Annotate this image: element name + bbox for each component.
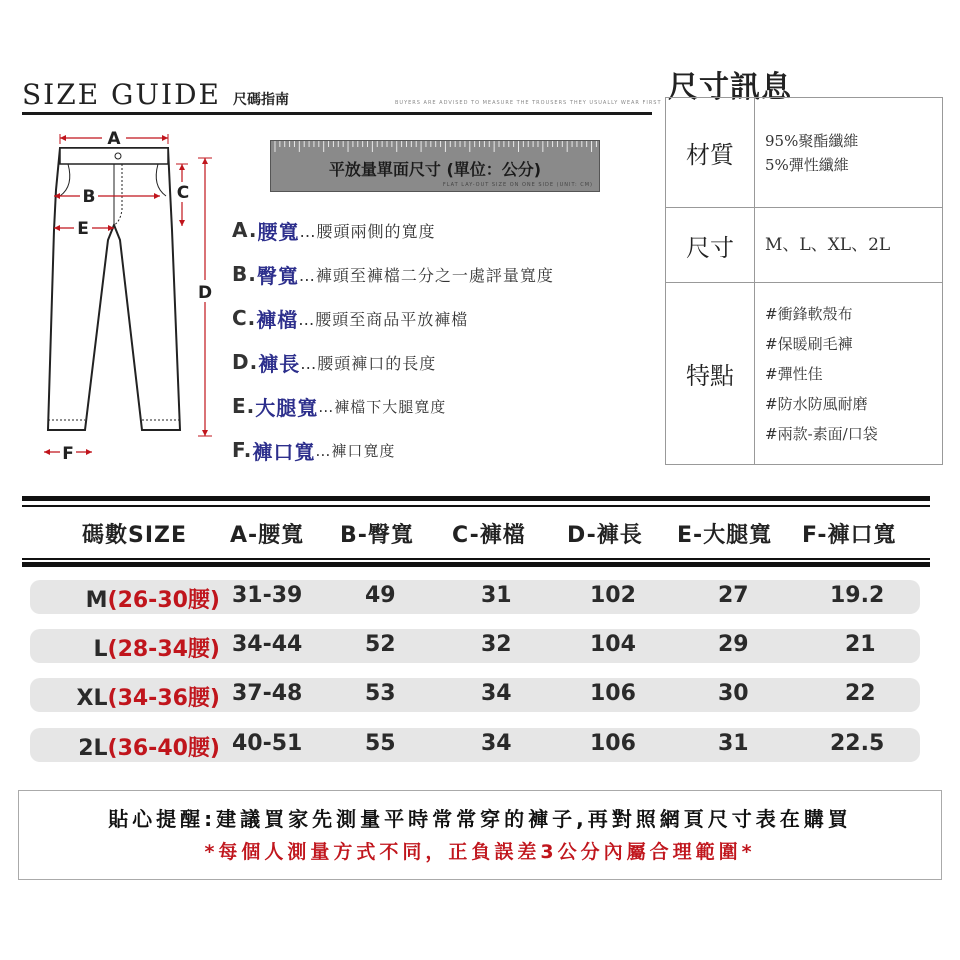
size-code: 2L bbox=[78, 736, 108, 761]
definition-name: 褲檔 bbox=[256, 307, 299, 332]
header-rule bbox=[22, 112, 652, 115]
table-top-rule-thin bbox=[22, 505, 930, 507]
ruler-title: 平放量單面尺寸 (單位：公分) bbox=[328, 160, 542, 179]
size-cell bbox=[30, 731, 220, 762]
definition-desc: …褲頭至褲檔二分之一處評量寬度 bbox=[298, 265, 554, 285]
definition-name: 褲口寬 bbox=[252, 439, 316, 464]
page-subtitle: 尺碼指南 bbox=[232, 92, 289, 108]
header-b: B-臀寬 bbox=[340, 523, 414, 548]
feature-line: #防水防風耐磨 bbox=[765, 394, 868, 413]
header-size: 碼數SIZE bbox=[82, 523, 188, 548]
cell-d: 106 bbox=[590, 681, 636, 706]
reminder-box bbox=[18, 790, 942, 880]
definition-letter: A. bbox=[232, 218, 258, 242]
definition-a bbox=[232, 208, 554, 252]
cell-f: 19.2 bbox=[830, 583, 885, 608]
size-code: L bbox=[93, 637, 108, 662]
definition-letter: E. bbox=[232, 394, 256, 418]
definition-name: 臀寬 bbox=[256, 263, 299, 288]
table-row bbox=[30, 728, 920, 762]
table-row bbox=[30, 629, 920, 663]
definition-letter: C. bbox=[232, 306, 257, 330]
definition-desc: …褲口寬度 bbox=[315, 441, 396, 460]
waist-range: (26-30腰) bbox=[107, 588, 220, 613]
label-e: E bbox=[77, 219, 89, 239]
definition-letter: B. bbox=[232, 262, 257, 286]
table-top-rule bbox=[22, 496, 930, 501]
definition-desc: …腰頭褲口的長度 bbox=[300, 353, 437, 373]
definition-name: 大腿寬 bbox=[255, 395, 319, 420]
size-table-header bbox=[22, 518, 930, 552]
label-a: A bbox=[107, 130, 121, 149]
info-row-features bbox=[666, 283, 943, 465]
cell-b: 55 bbox=[365, 731, 396, 756]
ruler-ticks bbox=[271, 141, 599, 153]
cell-c: 32 bbox=[481, 632, 512, 657]
feature-line: #衝鋒軟殼布 bbox=[765, 304, 853, 323]
waist-range: (34-36腰) bbox=[107, 686, 220, 711]
feature-line: #保暖刷毛褲 bbox=[765, 334, 853, 353]
material-line: 95%聚酯纖維 bbox=[765, 131, 859, 150]
header-a: A-腰寬 bbox=[230, 523, 305, 548]
size-guide-header bbox=[22, 78, 289, 111]
definition-letter: F. bbox=[232, 438, 253, 462]
cell-c: 34 bbox=[481, 731, 512, 756]
table-row bbox=[30, 678, 920, 712]
ruler-subtitle: FLAT LAY-OUT SIZE ON ONE SIDE (UNIT: CM) bbox=[442, 182, 593, 188]
info-table bbox=[665, 97, 943, 465]
definition-desc: …腰頭兩側的寬度 bbox=[299, 221, 436, 241]
size-code: M bbox=[85, 588, 108, 613]
waist-range: (28-34腰) bbox=[107, 637, 220, 662]
cell-c: 34 bbox=[481, 681, 512, 706]
cell-d: 102 bbox=[590, 583, 636, 608]
size-value: M、L、XL、2L bbox=[755, 208, 943, 283]
table-header-rule bbox=[22, 558, 930, 560]
cell-f: 22 bbox=[845, 681, 876, 706]
feature-label: 特點 bbox=[666, 283, 755, 465]
material-label: 材質 bbox=[666, 98, 755, 208]
cell-a: 34-44 bbox=[232, 632, 303, 657]
definition-name: 褲長 bbox=[258, 351, 301, 376]
definition-e bbox=[232, 384, 554, 428]
page-title: SIZE GUIDE bbox=[22, 78, 221, 111]
cell-f: 22.5 bbox=[830, 731, 885, 756]
material-line: 5%彈性纖維 bbox=[765, 155, 849, 174]
cell-a: 31-39 bbox=[232, 583, 303, 608]
cell-b: 52 bbox=[365, 632, 396, 657]
cell-d: 106 bbox=[590, 731, 636, 756]
label-b: B bbox=[82, 187, 96, 207]
size-code: XL bbox=[76, 686, 108, 711]
definition-desc: …褲檔下大腿寬度 bbox=[318, 397, 447, 416]
pants-diagram bbox=[30, 130, 230, 470]
definition-f bbox=[232, 428, 554, 472]
info-row-size bbox=[666, 208, 943, 283]
table-row bbox=[30, 580, 920, 614]
size-cell bbox=[30, 632, 220, 663]
header-f: F-褲口寬 bbox=[802, 523, 897, 548]
definition-desc: …腰頭至商品平放褲檔 bbox=[298, 309, 469, 329]
table-header-rule-thick bbox=[22, 562, 930, 567]
ruler-banner bbox=[270, 140, 600, 192]
size-label: 尺寸 bbox=[666, 208, 755, 283]
label-c: C bbox=[176, 183, 190, 203]
header-note: BUYERS ARE ADVISED TO MEASURE THE TROUSERS THEY USUALLY WEAR FIRST bbox=[395, 100, 662, 106]
waist-range: (36-40腰) bbox=[107, 736, 220, 761]
definition-b bbox=[232, 252, 554, 296]
info-title: 尺寸訊息 bbox=[668, 70, 792, 105]
size-cell bbox=[30, 681, 220, 712]
header-d: D-褲長 bbox=[567, 523, 643, 548]
cell-e: 30 bbox=[718, 681, 749, 706]
header-e: E-大腿寬 bbox=[677, 523, 773, 548]
feature-value bbox=[755, 283, 943, 465]
reminder-line-1: 貼心提醒:建議買家先測量平時常常穿的褲子,再對照網頁尺寸表在購買 bbox=[108, 807, 852, 831]
cell-b: 53 bbox=[365, 681, 396, 706]
measurement-definitions bbox=[232, 208, 554, 472]
cell-c: 31 bbox=[481, 583, 512, 608]
definition-name: 腰寬 bbox=[257, 219, 300, 244]
cell-e: 29 bbox=[718, 632, 749, 657]
cell-d: 104 bbox=[590, 632, 636, 657]
label-f: F bbox=[62, 444, 74, 464]
reminder-line-2: *每個人測量方式不同，正負誤差3公分內屬合理範圍* bbox=[204, 841, 756, 863]
definition-letter: D. bbox=[232, 350, 259, 374]
cell-e: 31 bbox=[718, 731, 749, 756]
definition-d bbox=[232, 340, 554, 384]
cell-b: 49 bbox=[365, 583, 396, 608]
definition-c bbox=[232, 296, 554, 340]
label-d: D bbox=[197, 283, 213, 303]
cell-e: 27 bbox=[718, 583, 749, 608]
cell-a: 40-51 bbox=[232, 731, 303, 756]
feature-line: #彈性佳 bbox=[765, 364, 823, 383]
cell-a: 37-48 bbox=[232, 681, 303, 706]
size-cell bbox=[30, 583, 220, 614]
header-c: C-褲檔 bbox=[452, 523, 526, 548]
info-row-material bbox=[666, 98, 943, 208]
cell-f: 21 bbox=[845, 632, 876, 657]
material-value bbox=[755, 98, 943, 208]
feature-line: #兩款-素面/口袋 bbox=[765, 424, 878, 443]
waistband bbox=[60, 148, 168, 164]
